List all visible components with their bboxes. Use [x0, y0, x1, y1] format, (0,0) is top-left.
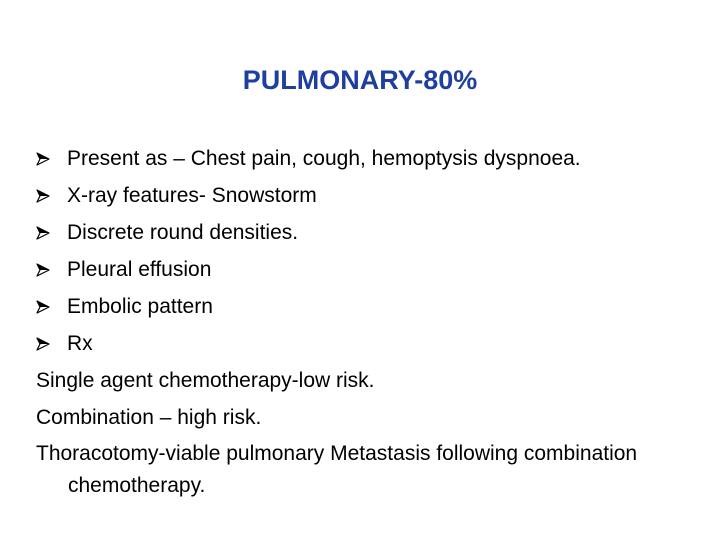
bullet-item: [36, 140, 706, 177]
bullet-text: Discrete round densities.: [67, 221, 299, 244]
bullet-item: [36, 288, 706, 325]
body-line: Combination – high risk.: [36, 406, 262, 429]
arrow-bullet-icon: [36, 263, 50, 277]
arrow-bullet-icon: [36, 337, 50, 351]
bullet-text: X-ray features- Snowstorm: [67, 184, 317, 207]
bullet-text: Embolic pattern: [67, 295, 213, 318]
bullet-text: Present as – Chest pain, cough, hemoptysis dyspnoea.: [67, 147, 581, 170]
bullet-text: Pleural effusion: [67, 258, 212, 281]
bullet-text: Rx: [67, 332, 93, 355]
body-line: Thoracotomy-viable pulmonary Metastasis following combination chemotherapy.: [36, 442, 638, 497]
arrow-bullet-icon: [36, 300, 50, 314]
bullet-item: [36, 177, 706, 214]
body-line: Single agent chemotherapy-low risk.: [36, 369, 375, 392]
bullet-item: [36, 214, 706, 251]
bullet-item: [36, 251, 706, 288]
arrow-bullet-icon: [36, 189, 50, 203]
arrow-bullet-icon: [36, 152, 50, 166]
slide-body: [36, 140, 706, 502]
arrow-bullet-icon: [36, 226, 50, 240]
bullet-item: [36, 325, 706, 362]
slide-title: PULMONARY-80%: [242, 65, 478, 95]
